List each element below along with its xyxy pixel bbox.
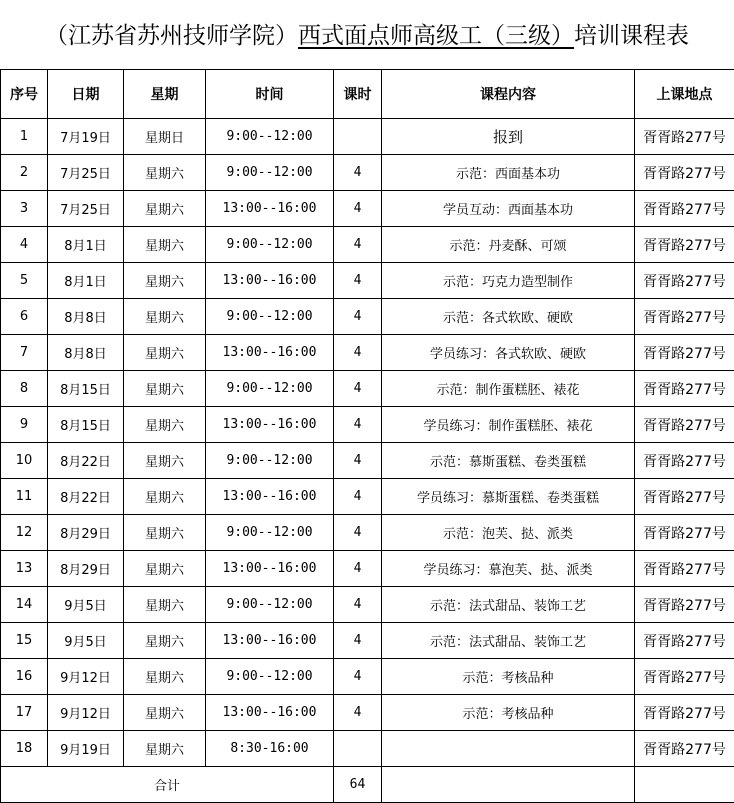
cell-location: 胥胥路277号 (635, 407, 734, 443)
cell-time: 9:00--12:00 (206, 587, 334, 623)
cell-location: 胥胥路277号 (635, 227, 734, 263)
cell-time: 9:00--12:00 (206, 119, 334, 155)
cell-index: 5 (1, 263, 48, 299)
cell-hours: 4 (334, 515, 382, 551)
cell-weekday: 星期六 (124, 623, 206, 659)
cell-index: 13 (1, 551, 48, 587)
cell-location: 胥胥路277号 (635, 623, 734, 659)
table-row (1, 155, 734, 191)
cell-hours: 4 (334, 191, 382, 227)
cell-content: 示范：泡芙、挞、派类 (382, 515, 635, 551)
cell-date: 8月1日 (48, 263, 124, 299)
table-row (1, 659, 734, 695)
cell-time: 8:30-16:00 (206, 731, 334, 767)
cell-index: 12 (1, 515, 48, 551)
header-index: 序号 (1, 70, 48, 119)
cell-location: 胥胥路277号 (635, 371, 734, 407)
document-title (0, 14, 734, 58)
cell-location: 胥胥路277号 (635, 587, 734, 623)
cell-hours (334, 119, 382, 155)
cell-date: 9月19日 (48, 731, 124, 767)
cell-date: 8月29日 (48, 515, 124, 551)
cell-location: 胥胥路277号 (635, 479, 734, 515)
cell-weekday: 星期六 (124, 335, 206, 371)
cell-weekday: 星期六 (124, 659, 206, 695)
cell-weekday: 星期六 (124, 479, 206, 515)
cell-weekday: 星期六 (124, 407, 206, 443)
cell-time: 13:00--16:00 (206, 551, 334, 587)
cell-date: 8月22日 (48, 479, 124, 515)
table-row (1, 623, 734, 659)
cell-content: 示范：制作蛋糕胚、裱花 (382, 371, 635, 407)
cell-index: 14 (1, 587, 48, 623)
table-row (1, 407, 734, 443)
cell-index: 6 (1, 299, 48, 335)
cell-weekday: 星期六 (124, 695, 206, 731)
cell-weekday: 星期日 (124, 119, 206, 155)
cell-hours: 4 (334, 371, 382, 407)
cell-location: 胥胥路277号 (635, 695, 734, 731)
cell-hours: 4 (334, 263, 382, 299)
cell-time: 9:00--12:00 (206, 227, 334, 263)
table-row (1, 479, 734, 515)
cell-index: 8 (1, 371, 48, 407)
table-row (1, 695, 734, 731)
cell-index: 7 (1, 335, 48, 371)
cell-hours: 4 (334, 479, 382, 515)
cell-weekday: 星期六 (124, 551, 206, 587)
cell-date: 9月12日 (48, 659, 124, 695)
cell-date: 7月25日 (48, 191, 124, 227)
title-course-name: 西式面点师高级工（三级） (298, 23, 574, 49)
table-row (1, 551, 734, 587)
header-time: 时间 (206, 70, 334, 119)
cell-hours: 4 (334, 227, 382, 263)
cell-time: 13:00--16:00 (206, 407, 334, 443)
cell-hours: 4 (334, 587, 382, 623)
cell-index: 10 (1, 443, 48, 479)
table-row (1, 443, 734, 479)
cell-content: 示范：考核品种 (382, 695, 635, 731)
cell-index: 9 (1, 407, 48, 443)
cell-hours: 4 (334, 335, 382, 371)
cell-date: 9月5日 (48, 587, 124, 623)
cell-time: 13:00--16:00 (206, 623, 334, 659)
cell-content: 示范：西面基本功 (382, 155, 635, 191)
header-location: 上课地点 (635, 70, 734, 119)
table-row (1, 299, 734, 335)
cell-index: 2 (1, 155, 48, 191)
cell-location: 胥胥路277号 (635, 551, 734, 587)
cell-location: 胥胥路277号 (635, 263, 734, 299)
cell-weekday: 星期六 (124, 263, 206, 299)
cell-content: 报到 (382, 119, 635, 155)
cell-content: 示范：法式甜品、装饰工艺 (382, 623, 635, 659)
table-row (1, 191, 734, 227)
header-hours: 课时 (334, 70, 382, 119)
cell-weekday: 星期六 (124, 443, 206, 479)
cell-hours (334, 731, 382, 767)
cell-time: 9:00--12:00 (206, 659, 334, 695)
table-row (1, 515, 734, 551)
cell-date: 8月15日 (48, 407, 124, 443)
table-row (1, 227, 734, 263)
cell-weekday: 星期六 (124, 371, 206, 407)
cell-time: 9:00--12:00 (206, 155, 334, 191)
cell-weekday: 星期六 (124, 731, 206, 767)
total-row (1, 767, 734, 803)
cell-time: 13:00--16:00 (206, 335, 334, 371)
cell-content: 学员练习：慕斯蛋糕、卷类蛋糕 (382, 479, 635, 515)
cell-date: 8月8日 (48, 335, 124, 371)
cell-location: 胥胥路277号 (635, 191, 734, 227)
cell-location: 胥胥路277号 (635, 335, 734, 371)
cell-content: 学员练习：制作蛋糕胚、裱花 (382, 407, 635, 443)
cell-time: 13:00--16:00 (206, 695, 334, 731)
cell-hours: 4 (334, 155, 382, 191)
cell-weekday: 星期六 (124, 155, 206, 191)
total-empty-location (635, 767, 734, 803)
table-row (1, 119, 734, 155)
cell-hours: 4 (334, 659, 382, 695)
cell-index: 16 (1, 659, 48, 695)
cell-date: 7月19日 (48, 119, 124, 155)
cell-content: 学员练习：慕泡芙、挞、派类 (382, 551, 635, 587)
cell-location: 胥胥路277号 (635, 515, 734, 551)
cell-location: 胥胥路277号 (635, 443, 734, 479)
cell-date: 8月29日 (48, 551, 124, 587)
cell-location: 胥胥路277号 (635, 659, 734, 695)
cell-time: 13:00--16:00 (206, 479, 334, 515)
title-prefix: （江苏省苏州技师学院） (45, 23, 298, 49)
header-date: 日期 (48, 70, 124, 119)
cell-hours: 4 (334, 551, 382, 587)
cell-weekday: 星期六 (124, 191, 206, 227)
cell-index: 18 (1, 731, 48, 767)
cell-date: 8月1日 (48, 227, 124, 263)
table-row (1, 587, 734, 623)
cell-date: 8月8日 (48, 299, 124, 335)
cell-weekday: 星期六 (124, 227, 206, 263)
cell-content: 学员互动：西面基本功 (382, 191, 635, 227)
cell-location: 胥胥路277号 (635, 155, 734, 191)
cell-content: 示范：法式甜品、装饰工艺 (382, 587, 635, 623)
cell-hours: 4 (334, 443, 382, 479)
cell-date: 8月22日 (48, 443, 124, 479)
cell-hours: 4 (334, 299, 382, 335)
cell-weekday: 星期六 (124, 299, 206, 335)
cell-index: 11 (1, 479, 48, 515)
cell-index: 15 (1, 623, 48, 659)
header-content: 课程内容 (382, 70, 635, 119)
cell-time: 13:00--16:00 (206, 263, 334, 299)
cell-date: 8月15日 (48, 371, 124, 407)
cell-date: 7月25日 (48, 155, 124, 191)
cell-location: 胥胥路277号 (635, 299, 734, 335)
cell-hours: 4 (334, 407, 382, 443)
cell-time: 9:00--12:00 (206, 299, 334, 335)
cell-content: 学员练习：各式软欧、硬欧 (382, 335, 635, 371)
cell-content: 示范：巧克力造型制作 (382, 263, 635, 299)
cell-content (382, 731, 635, 767)
title-suffix: 培训课程表 (574, 23, 689, 49)
cell-time: 9:00--12:00 (206, 371, 334, 407)
cell-time: 9:00--12:00 (206, 515, 334, 551)
cell-index: 17 (1, 695, 48, 731)
cell-content: 示范：丹麦酥、可颂 (382, 227, 635, 263)
header-row (1, 70, 734, 119)
cell-location: 胥胥路277号 (635, 119, 734, 155)
header-weekday: 星期 (124, 70, 206, 119)
cell-time: 13:00--16:00 (206, 191, 334, 227)
cell-index: 4 (1, 227, 48, 263)
cell-weekday: 星期六 (124, 587, 206, 623)
cell-index: 3 (1, 191, 48, 227)
cell-hours: 4 (334, 623, 382, 659)
cell-location: 胥胥路277号 (635, 731, 734, 767)
cell-content: 示范：慕斯蛋糕、卷类蛋糕 (382, 443, 635, 479)
cell-index: 1 (1, 119, 48, 155)
cell-content: 示范：考核品种 (382, 659, 635, 695)
table-row (1, 731, 734, 767)
total-label: 合计 (1, 767, 334, 803)
cell-hours: 4 (334, 695, 382, 731)
schedule-table (0, 69, 734, 803)
cell-content: 示范：各式软欧、硬欧 (382, 299, 635, 335)
cell-time: 9:00--12:00 (206, 443, 334, 479)
table-row (1, 263, 734, 299)
cell-weekday: 星期六 (124, 515, 206, 551)
table-row (1, 371, 734, 407)
cell-date: 9月12日 (48, 695, 124, 731)
cell-date: 9月5日 (48, 623, 124, 659)
total-empty-content (382, 767, 635, 803)
table-row (1, 335, 734, 371)
total-hours: 64 (334, 767, 382, 803)
